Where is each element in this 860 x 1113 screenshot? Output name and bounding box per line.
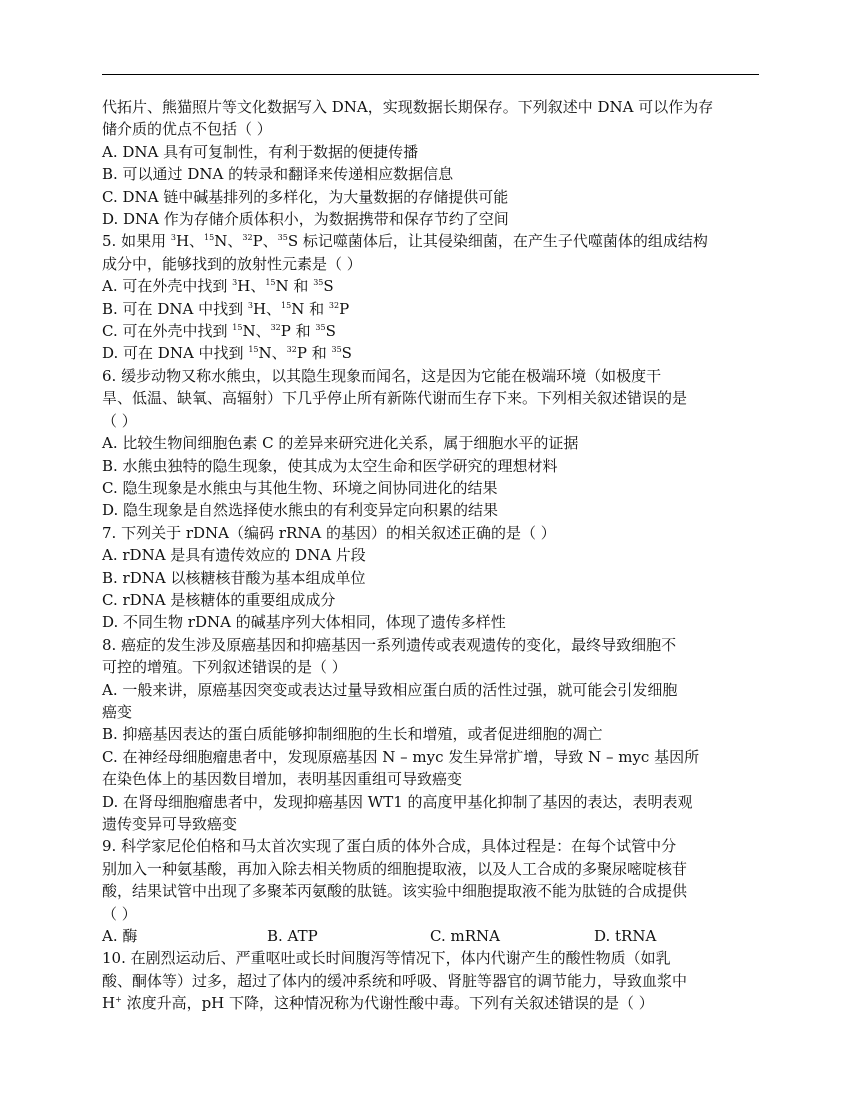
q9-stem-line-3: 酸，结果试管中出现了多聚苯丙氨酸的肽链。该实验中细胞提取液不能为肽链的合成提供: [102, 882, 688, 901]
q9-option-a: A. 酶: [102, 927, 138, 946]
q9-stem-line-1: 9. 科学家尼伦伯格和马太首次实现了蛋白质的体外合成，具体过程是：在每个试管中分: [102, 837, 677, 856]
exam-document: [102, 96, 762, 1015]
q9-option-b: B. ATP: [267, 927, 318, 946]
q8-option-c-line-1: C. 在神经母细胞瘤患者中，发现原癌基因 N – myc 发生异常扩增，导致 N – myc 基因所: [102, 747, 700, 766]
q6-option-a: A. 比较生物间细胞色素 C 的差异来研究进化关系，属于细胞水平的证据: [102, 434, 579, 453]
intro-stem-line-1: 代拓片、熊猫照片等文化数据写入 DNA，实现数据长期保存。下列叙述中 DNA 可以作为存: [102, 98, 714, 116]
q9-stem-line-4: （ ）: [102, 904, 137, 923]
q8-option-a-line-2: 癌变: [102, 702, 133, 721]
header-rule: [102, 74, 759, 75]
q9-option-d: D. tRNA: [594, 927, 657, 946]
intro-option-c: C. DNA 链中碱基排列的多样化，为大量数据的存储提供可能: [102, 187, 509, 206]
q6-stem-line-3: （ ）: [102, 411, 137, 430]
q9-stem-line-2: 别加入一种氨基酸，再加入除去相关物质的细胞提取液，以及人工合成的多聚尿嘧啶核苷: [102, 859, 688, 878]
q7-option-c: C. rDNA 是核糖体的重要组成成分: [102, 590, 336, 609]
intro-option-d: D. DNA 作为存储介质体积小，为数据携带和保存节约了空间: [102, 210, 509, 229]
q6-option-c: C. 隐生现象是水熊虫与其他生物、环境之间协同进化的结果: [102, 478, 498, 497]
q5-option-a: A. 可在外壳中找到 $^3$H、$^{15}$N 和 $^{35}$S: [102, 277, 334, 296]
q9-options-row: [102, 925, 762, 947]
q8-option-d-line-2: 遗传变异可导致癌变: [102, 815, 238, 833]
q7-option-b: B. rDNA 以核糖核苷酸为基本组成单位: [102, 568, 366, 587]
q10-stem-line-2: 酸、酮体等）过多，超过了体内的缓冲系统和呼吸、肾脏等器官的调节能力，导致血浆中: [102, 971, 688, 990]
intro-option-a: A. DNA 具有可复制性，有利于数据的便捷传播: [102, 142, 419, 161]
q10-stem-line-3: H+ 浓度升高，pH 下降，这种情况称为代谢性酸中毒。下列有关叙述错误的是（ ）: [102, 994, 654, 1013]
q5-stem-line-2: 成分中，能够找到的放射性元素是（ ）: [102, 254, 362, 273]
q10-stem-line-1: 10. 在剧烈运动后、严重呕吐或长时间腹泻等情况下，体内代谢产生的酸性物质（如乳: [102, 949, 671, 968]
q8-option-d-line-1: D. 在肾母细胞瘤患者中，发现抑癌基因 WT1 的高度甲基化抑制了基因的表达，表明表观: [102, 792, 693, 811]
q8-option-a-line-1: A. 一般来讲，原癌基因突变或表达过量导致相应蛋白质的活性过强，就可能会引发细胞: [102, 680, 678, 699]
q7-option-a: A. rDNA 是具有遗传效应的 DNA 片段: [102, 546, 366, 565]
q6-option-d: D. 隐生现象是自然选择使水熊虫的有利变异定向积累的结果: [102, 501, 499, 520]
q6-stem-line-2: 旱、低温、缺氧、高辐射）下几乎停止所有新陈代谢而生存下来。下列相关叙述错误的是: [102, 389, 688, 408]
q5-option-b: B. 可在 DNA 中找到 $^3$H、$^{15}$N 和 $^{32}$P: [102, 299, 350, 318]
q8-option-b: B. 抑癌基因表达的蛋白质能够抑制细胞的生长和增殖，或者促进细胞的凋亡: [102, 725, 603, 744]
q5-option-d: D. 可在 DNA 中找到 $^{15}$N、$^{32}$P 和 $^{35}$S: [102, 344, 352, 363]
q8-stem-line-1: 8. 癌症的发生涉及原癌基因和抑癌基因一系列遗传或表观遗传的变化，最终导致细胞不: [102, 635, 677, 654]
q5-option-c: C. 可在外壳中找到 $^{15}$N、$^{32}$P 和 $^{35}$S: [102, 322, 336, 341]
intro-stem-line-2: 储介质的优点不包括（ ）: [102, 120, 272, 139]
q6-stem-line-1: 6. 缓步动物又称水熊虫，以其隐生现象而闻名，这是因为它能在极端环境（如极度干: [102, 366, 662, 385]
q5-stem-line-1: 5. 如果用 $^3$H、$^{15}$N、$^{32}$P、$^{35}$S 标记噬菌体后，让其侵染细菌，在产生子代噬菌体的组成结构: [102, 232, 708, 251]
intro-option-b: B. 可以通过 DNA 的转录和翻译来传递相应数据信息: [102, 165, 454, 184]
q6-option-b: B. 水熊虫独特的隐生现象，使其成为太空生命和医学研究的理想材料: [102, 456, 558, 475]
q7-stem: 7. 下列关于 rDNA（编码 rRNA 的基因）的相关叙述正确的是（ ）: [102, 523, 556, 542]
q9-option-c: C. mRNA: [430, 927, 500, 946]
q8-stem-line-2: 可控的增殖。下列叙述错误的是（ ）: [102, 658, 347, 677]
q8-option-c-line-2: 在染色体上的基因数目增加，表明基因重组可导致癌变: [102, 770, 463, 789]
q7-option-d: D. 不同生物 rDNA 的碱基序列大体相同，体现了遗传多样性: [102, 613, 506, 632]
